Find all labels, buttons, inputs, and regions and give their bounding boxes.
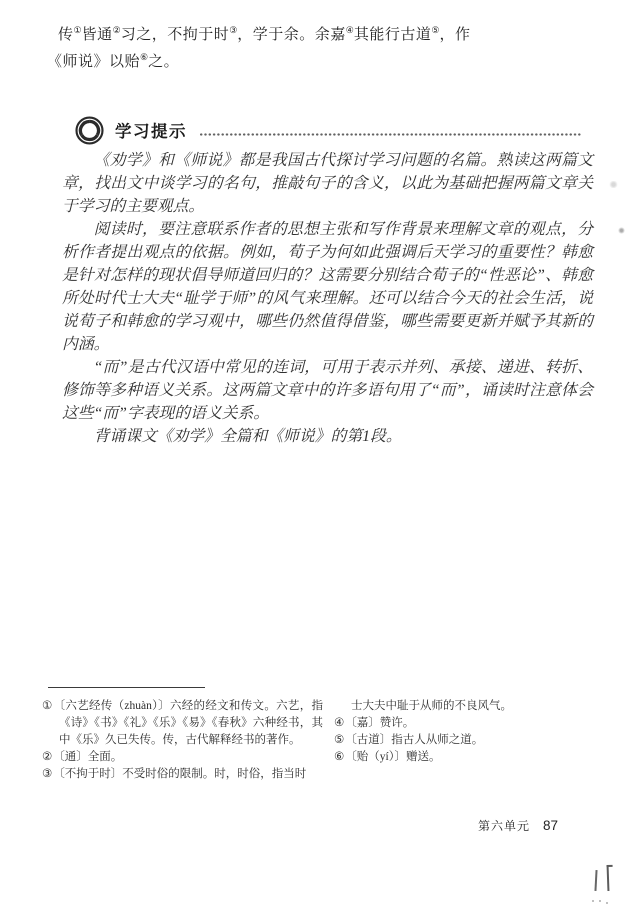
classical-text-continuation xyxy=(47,22,471,76)
page-footer xyxy=(0,817,558,834)
footnote-item xyxy=(334,749,615,766)
footnote-ref: ④ xyxy=(345,25,354,35)
text-line: 《师说》以贻⑥之。 xyxy=(47,52,180,70)
footnote-ref: ⑥ xyxy=(140,52,149,62)
footnote-marker: ⑥ xyxy=(334,751,345,763)
footnote-text: 〔嘉〕赞许。 xyxy=(345,717,415,729)
footnote-ref: ③ xyxy=(229,25,238,35)
footnote-item xyxy=(334,715,615,732)
footnote-marker: ⑤ xyxy=(334,734,345,746)
footnote-item xyxy=(42,766,323,783)
study-tips-body xyxy=(62,149,593,448)
footnote-ref: ① xyxy=(73,25,82,35)
footnote-text: 〔贻（yí）〕赠送。 xyxy=(345,751,441,763)
footnote-item xyxy=(42,698,323,749)
footnote-marker: ② xyxy=(42,751,53,763)
footnote-column-right xyxy=(334,698,615,783)
footnote-text: 〔不拘于时〕不受时俗的限制。时，时俗，指当时 xyxy=(53,768,307,780)
footnote-divider xyxy=(48,687,205,688)
footnotes xyxy=(42,698,615,783)
tips-paragraph: “而”是古代汉语中常见的连词，可用于表示并列、承接、递进、转折、修饰等多种语义关系。这两篇文章中的许多语句用了“而”，诵读时注意体会这些“而”字表现的语义关系。 xyxy=(62,359,593,422)
footnote-text: 〔古道〕指古人从师之道。 xyxy=(345,734,484,746)
tips-paragraph: 背诵课文《劝学》全篇和《师说》的第1段。 xyxy=(93,428,402,445)
footnote-ref: ② xyxy=(112,25,121,35)
footnote-text: 士大夫中耻于从师的不良风气。 xyxy=(351,700,512,712)
scan-artifact-mark xyxy=(592,862,626,908)
footnote-text: 〔通〕全面。 xyxy=(53,751,123,763)
footnote-text: 〔六艺经传（zhuàn）〕六经的经文和传文。六艺，指《诗》《书》《礼》《乐》《易》《春秋》六种经书，其中《乐》久已失传。传，古代解释经书的著作。 xyxy=(53,700,323,746)
scan-speck xyxy=(618,227,625,234)
footnote-item xyxy=(42,749,323,766)
footnote-marker: ③ xyxy=(42,768,53,780)
footnote-column-left xyxy=(42,698,323,783)
footnote-marker: ① xyxy=(42,700,53,712)
pep-logo-icon xyxy=(74,115,105,146)
text-line: 传①皆通②习之，不拘于时③，学于余。余嘉④其能行古道⑤，作 xyxy=(58,25,471,43)
tips-paragraph: 《劝学》和《师说》都是我国古代探讨学习问题的名篇。熟读这两篇文章，找出文中谈学习的名句，推敲句子的含义，以此为基础把握两篇文章关于学习的主要观点。 xyxy=(62,152,593,215)
page-number: 87 xyxy=(542,818,558,833)
tips-paragraph: 阅读时，要注意联系作者的思想主张和写作背景来理解文章的观点，分析作者提出观点的依据。例如，荀子为何如此强调后天学习的重要性？韩愈是针对怎样的现状倡导师道回归的？这需要分别结合荀子的“性恶论”、韩愈所处时代士大夫“耻学于师”的风气来理解。还可以结合今天的社会生活，说说荀子和韩愈的学习观中，哪些仍然值得借鉴，哪些需要更新并赋予其新的内涵。 xyxy=(62,221,593,353)
footnote-ref: ⑤ xyxy=(431,25,440,35)
scan-speck xyxy=(609,181,618,188)
dotted-leader xyxy=(200,133,582,136)
footnote-item xyxy=(334,698,615,715)
footnote-marker: ④ xyxy=(334,717,345,729)
footnote-item xyxy=(334,732,615,749)
unit-label: 第六单元 xyxy=(477,819,530,833)
study-tips-title: 学习提示 xyxy=(115,123,187,141)
study-tips-header xyxy=(74,113,582,147)
